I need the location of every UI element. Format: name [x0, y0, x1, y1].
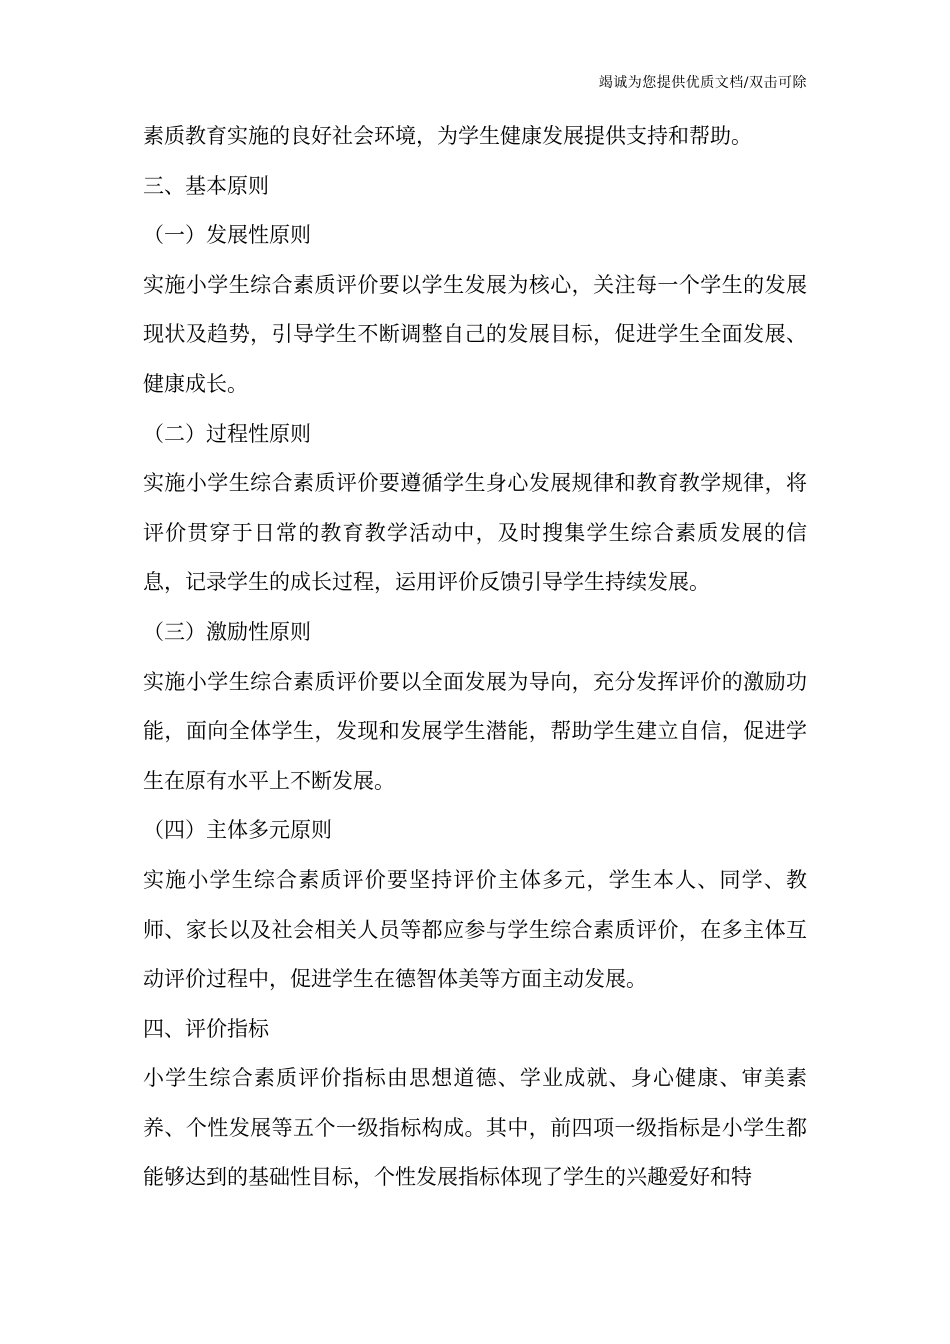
subheading-process-principle: （二）过程性原则 [143, 421, 311, 446]
header-note: 竭诚为您提供优质文档/双击可除 [598, 75, 807, 91]
paragraph-evaluation-indicators: 小学生综合素质评价指标由思想道德、学业成就、身心健康、审美素养、个性发展等五个一级指标构成。其中，前四项一级指标是小学生都能够达到的基础性目标，个性发展指标体现了学生的兴趣爱好和特 [143, 1066, 807, 1190]
paragraph-incentive-principle: 实施小学生综合素质评价要以全面发展为导向，充分发挥评价的激励功能，面向全体学生，发现和发展学生潜能，帮助学生建立自信，促进学生在原有水平上不断发展。 [143, 669, 807, 793]
paragraph-pluralistic-subject-principle: 实施小学生综合素质评价要坚持评价主体多元，学生本人、同学、教师、家长以及社会相关人员等都应参与学生综合素质评价，在多主体互动评价过程中，促进学生在德智体美等方面主动发展。 [143, 867, 807, 992]
paragraph-developmental-principle: 实施小学生综合素质评价要以学生发展为核心，关注每一个学生的发展现状及趋势，引导学生不断调整自己的发展目标，促进学生全面发展、健康成长。 [143, 272, 807, 396]
section-heading-basic-principles: 三、基本原则 [143, 173, 269, 198]
paragraph-intro: 素质教育实施的良好社会环境，为学生健康发展提供支持和帮助。 [143, 124, 752, 148]
document-body [143, 112, 807, 1203]
paragraph-process-principle: 实施小学生综合素质评价要遵循学生身心发展规律和教育教学规律，将评价贯穿于日常的教育教学活动中，及时搜集学生综合素质发展的信息，记录学生的成长过程，运用评价反馈引导学生持续发展。 [143, 471, 807, 595]
subheading-pluralistic-subject-principle: （四）主体多元原则 [143, 818, 332, 843]
subheading-incentive-principle: （三）激励性原则 [143, 619, 311, 644]
subheading-developmental-principle: （一）发展性原则 [143, 223, 311, 248]
section-heading-evaluation-indicators: 四、评价指标 [143, 1016, 269, 1041]
